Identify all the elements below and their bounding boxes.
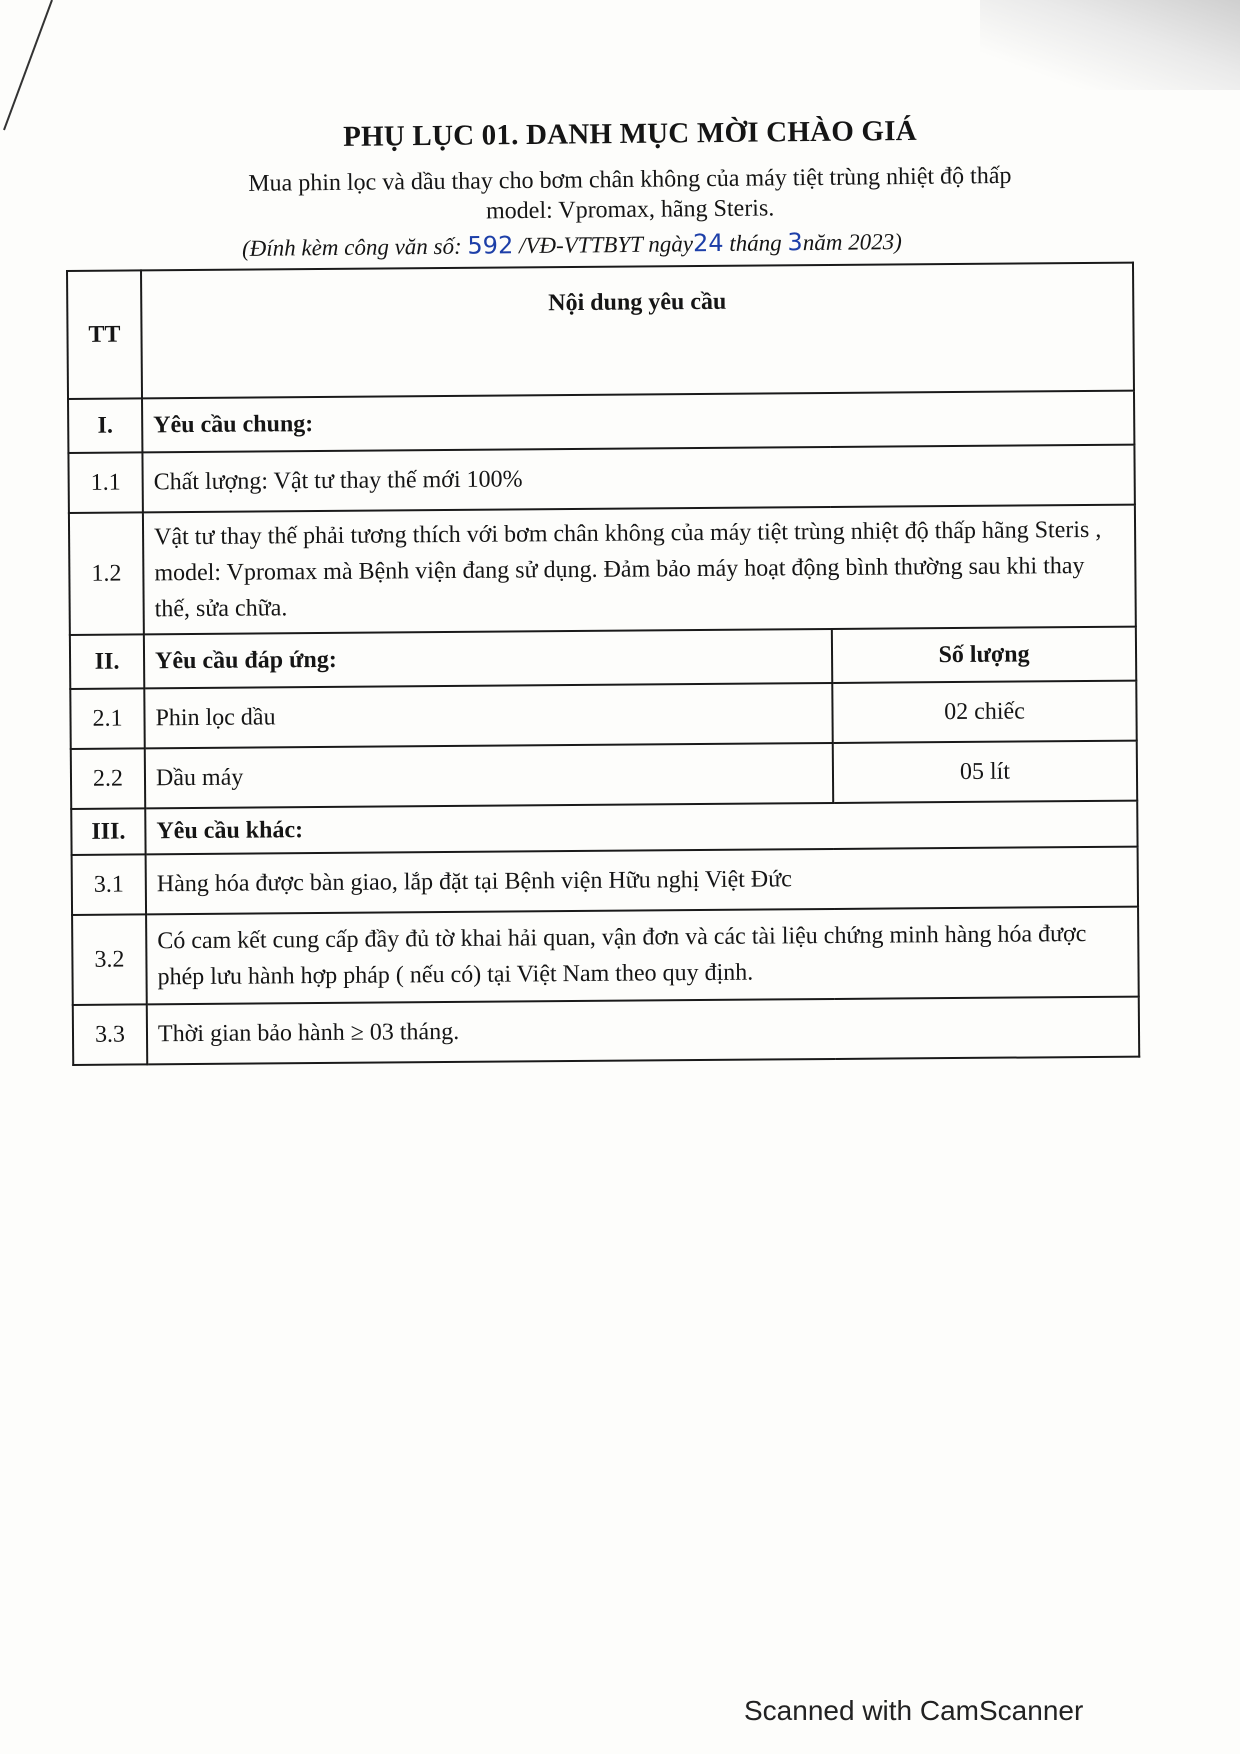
row-quantity: 05 lít — [833, 741, 1137, 803]
subtitle-line-1: Mua phin lọc và dầu thay cho bơm chân không của máy tiệt trùng nhiệt độ thấp — [248, 162, 1012, 197]
row-content: Có cam kết cung cấp đầy đủ tờ khai hải quan, vận đơn và các tài liệu chứng minh hàng hóa được phép lưu hành hợp pháp ( nếu có) tại Việt Nam theo quy định. — [146, 907, 1139, 1005]
row-content: Phin lọc dầu — [144, 683, 832, 748]
handwritten-month: 3 — [787, 228, 803, 257]
table-row — [69, 505, 1136, 635]
attachment-reference — [242, 227, 902, 262]
handwritten-day: 24 — [692, 228, 724, 258]
subtitle-line-2: model: Vpromax, hãng Steris. — [485, 195, 775, 225]
section-row-1 — [68, 391, 1134, 453]
row-number: 2.2 — [71, 748, 145, 809]
row-number: 1.2 — [69, 512, 144, 635]
section-number: II. — [70, 634, 144, 689]
section-row-2 — [70, 627, 1136, 689]
row-content: Hàng hóa được bàn giao, lắp đặt tại Bệnh viện Hữu nghị Việt Đức — [146, 847, 1138, 915]
section-label: Yêu cầu đáp ứng: — [144, 629, 832, 688]
header-tt: TT — [67, 270, 142, 399]
camscanner-watermark: Scanned with CamScanner — [744, 1695, 1084, 1726]
section-number: I. — [68, 398, 142, 453]
row-number: 3.1 — [72, 854, 146, 915]
handwritten-doc-number: 592 — [467, 231, 514, 260]
row-number: 3.3 — [73, 1004, 147, 1065]
section-label: Yêu cầu khác: — [145, 801, 1137, 855]
row-quantity: 02 chiếc — [832, 681, 1136, 743]
scan-corner-shadow — [980, 0, 1240, 90]
attachment-middle: /VĐ-VTTBYT ngày — [513, 231, 694, 259]
row-content: Chất lượng: Vật tư thay thế mới 100% — [142, 445, 1134, 513]
row-number: 3.2 — [72, 914, 147, 1005]
table-row — [72, 907, 1139, 1005]
row-number: 1.1 — [68, 452, 142, 513]
section-label: Yêu cầu chung: — [142, 391, 1134, 453]
table-row — [71, 741, 1137, 809]
document-subtitle — [0, 159, 1240, 232]
header-quantity: Số lượng — [832, 627, 1136, 683]
section-number: III. — [71, 808, 145, 855]
attachment-prefix: (Đính kèm công văn số: — [241, 233, 468, 261]
row-content: Thời gian bảo hành ≥ 03 tháng. — [147, 997, 1139, 1065]
requirements-table — [66, 262, 1140, 1066]
attachment-suffix: năm 2023) — [802, 229, 902, 256]
table-row — [68, 445, 1134, 513]
table-row — [72, 847, 1138, 915]
section-row-3 — [71, 801, 1137, 855]
row-number: 2.1 — [70, 688, 144, 749]
table-row — [73, 997, 1139, 1065]
row-content: Vật tư thay thế phải tương thích với bơm chân không của máy tiệt trùng nhiệt độ thấp hãng Steris , model: Vpromax mà Bệnh viện đang sử dụng. Đảm bảo máy hoạt động bình thường sau khi thay thế, sửa chữa. — [143, 505, 1136, 635]
header-content: Nội dung yêu cầu — [141, 263, 1134, 399]
table-row — [70, 681, 1136, 749]
document-title: PHỤ LỤC 01. DANH MỤC MỜI CHÀO GIÁ — [342, 114, 917, 153]
row-content: Dầu máy — [145, 743, 833, 808]
scan-edge-mark — [0, 0, 70, 140]
attachment-month-label: tháng — [723, 230, 788, 256]
table-header-row — [67, 263, 1134, 399]
